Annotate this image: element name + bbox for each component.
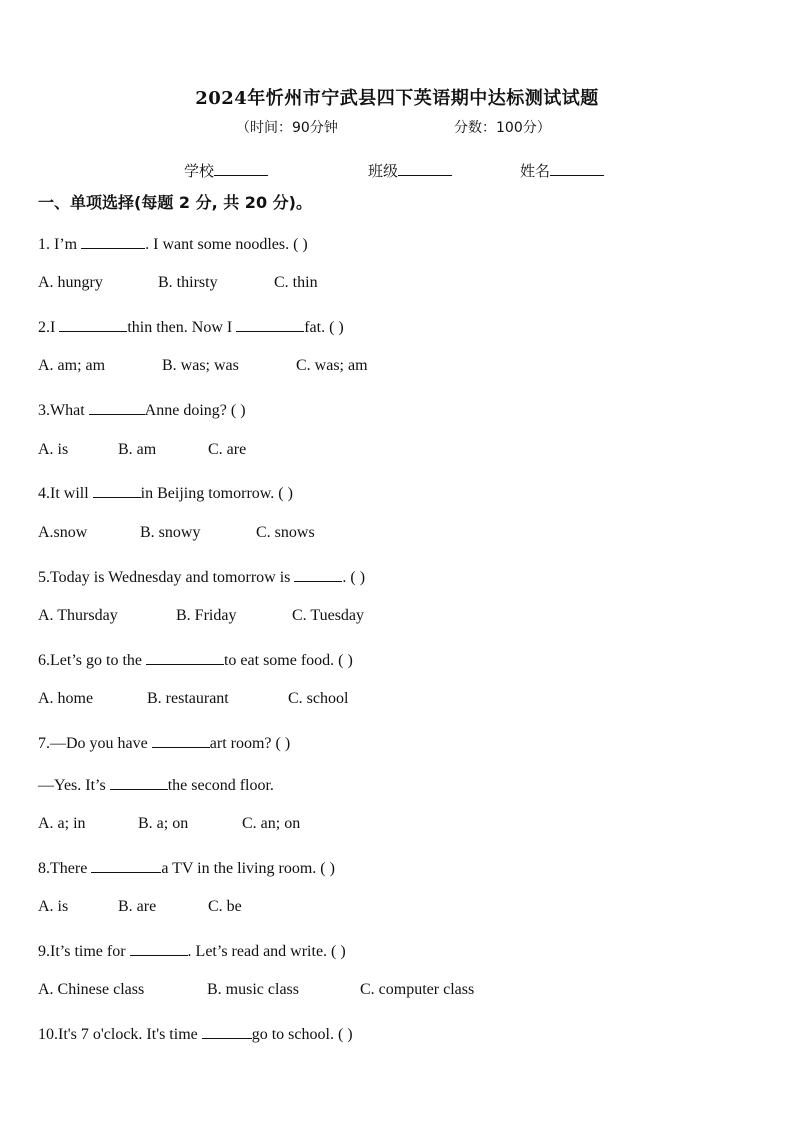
option-c[interactable]: C. an; on — [242, 815, 301, 832]
class-label: 班级 — [368, 162, 399, 180]
option-b[interactable]: B. music class — [207, 981, 299, 998]
question-text: the second floor. — [167, 777, 274, 794]
question-6 — [38, 649, 353, 670]
exam-score: 分数：100分） — [454, 120, 551, 136]
answer-blank[interactable] — [91, 857, 161, 873]
question-10 — [38, 1023, 353, 1044]
school-blank[interactable] — [214, 161, 268, 176]
option-b[interactable]: B. Friday — [176, 607, 237, 624]
school-label: 学校 — [184, 162, 215, 180]
option-b[interactable]: B. am — [118, 441, 157, 458]
question-text: —Yes. It’s — [38, 777, 110, 794]
question-text: fat. ( ) — [304, 319, 344, 336]
page-title: 2024年忻州市宁武县四下英语期中达标测试试题 — [195, 88, 599, 109]
name-blank[interactable] — [550, 161, 604, 176]
question-text: . ( ) — [342, 569, 366, 586]
option-b[interactable]: B. snowy — [140, 524, 201, 541]
option-a[interactable]: A. a; in — [38, 815, 86, 832]
option-a[interactable]: A. hungry — [38, 274, 103, 291]
question-1 — [38, 233, 308, 254]
answer-blank[interactable] — [81, 233, 145, 249]
option-c[interactable]: C. Tuesday — [292, 607, 365, 624]
question-5 — [38, 566, 365, 587]
question-text: 8.There — [38, 860, 92, 877]
question-text: 7.—Do you have — [38, 735, 152, 752]
option-c[interactable]: C. computer class — [360, 981, 475, 998]
question-text: . Let’s read and write. ( ) — [187, 943, 346, 960]
option-c[interactable]: C. are — [208, 441, 247, 458]
option-b[interactable]: B. are — [118, 898, 157, 915]
option-a[interactable]: A.snow — [38, 524, 88, 541]
answer-blank[interactable] — [89, 399, 145, 415]
section-title: 一、单项选择(每题 2 分, 共 20 分)。 — [38, 193, 312, 212]
question-text: 10.It's 7 o'clock. It's time — [38, 1026, 202, 1043]
answer-blank[interactable] — [294, 566, 342, 582]
question-7-reply — [38, 774, 274, 795]
class-blank[interactable] — [398, 161, 452, 176]
question-text: art room? ( ) — [209, 735, 291, 752]
name-label: 姓名 — [520, 162, 551, 180]
question-text: thin then. Now I — [127, 319, 237, 336]
question-7 — [38, 732, 290, 753]
question-8 — [38, 857, 335, 878]
answer-blank[interactable] — [110, 774, 168, 790]
class-field[interactable] — [368, 160, 452, 181]
answer-blank[interactable] — [146, 649, 224, 665]
option-c[interactable]: C. snows — [256, 524, 315, 541]
option-c[interactable]: C. school — [288, 690, 349, 707]
option-a[interactable]: A. is — [38, 898, 69, 915]
question-4 — [38, 482, 293, 503]
option-b[interactable]: B. a; on — [138, 815, 189, 832]
question-text: a TV in the living room. ( ) — [161, 860, 335, 877]
option-b[interactable]: B. thirsty — [158, 274, 218, 291]
answer-blank[interactable] — [236, 316, 304, 332]
answer-blank[interactable] — [130, 940, 188, 956]
answer-blank[interactable] — [59, 316, 127, 332]
question-3 — [38, 399, 246, 420]
exam-time: （时间：90分钟 — [236, 120, 338, 136]
question-9 — [38, 940, 346, 961]
option-c[interactable]: C. was; am — [296, 357, 368, 374]
question-text: Anne doing? ( ) — [144, 402, 246, 419]
answer-blank[interactable] — [93, 482, 141, 498]
question-text: go to school. ( ) — [251, 1026, 353, 1043]
question-text: 3.What — [38, 402, 89, 419]
question-text: 5.Today is Wednesday and tomorrow is — [38, 569, 295, 586]
option-a[interactable]: A. am; am — [38, 357, 106, 374]
question-text: in Beijing tomorrow. ( ) — [140, 485, 293, 502]
question-text: 2.I — [38, 319, 60, 336]
option-a[interactable]: A. home — [38, 690, 94, 707]
question-2 — [38, 316, 344, 337]
option-b[interactable]: B. was; was — [162, 357, 239, 374]
option-a[interactable]: A. is — [38, 441, 69, 458]
option-c[interactable]: C. be — [208, 898, 242, 915]
question-text: 4.It will — [38, 485, 93, 502]
option-a[interactable]: A. Thursday — [38, 607, 118, 624]
answer-blank[interactable] — [202, 1023, 252, 1039]
question-text: to eat some food. ( ) — [223, 652, 353, 669]
option-c[interactable]: C. thin — [274, 274, 318, 291]
question-text: 6.Let’s go to the — [38, 652, 146, 669]
answer-blank[interactable] — [152, 732, 210, 748]
question-text: . I want some noodles. ( ) — [145, 236, 308, 253]
school-field[interactable] — [184, 160, 268, 181]
question-text: 9.It’s time for — [38, 943, 130, 960]
option-a[interactable]: A. Chinese class — [38, 981, 145, 998]
option-b[interactable]: B. restaurant — [147, 690, 229, 707]
question-text: 1. I’m — [38, 236, 82, 253]
name-field[interactable] — [520, 160, 604, 181]
